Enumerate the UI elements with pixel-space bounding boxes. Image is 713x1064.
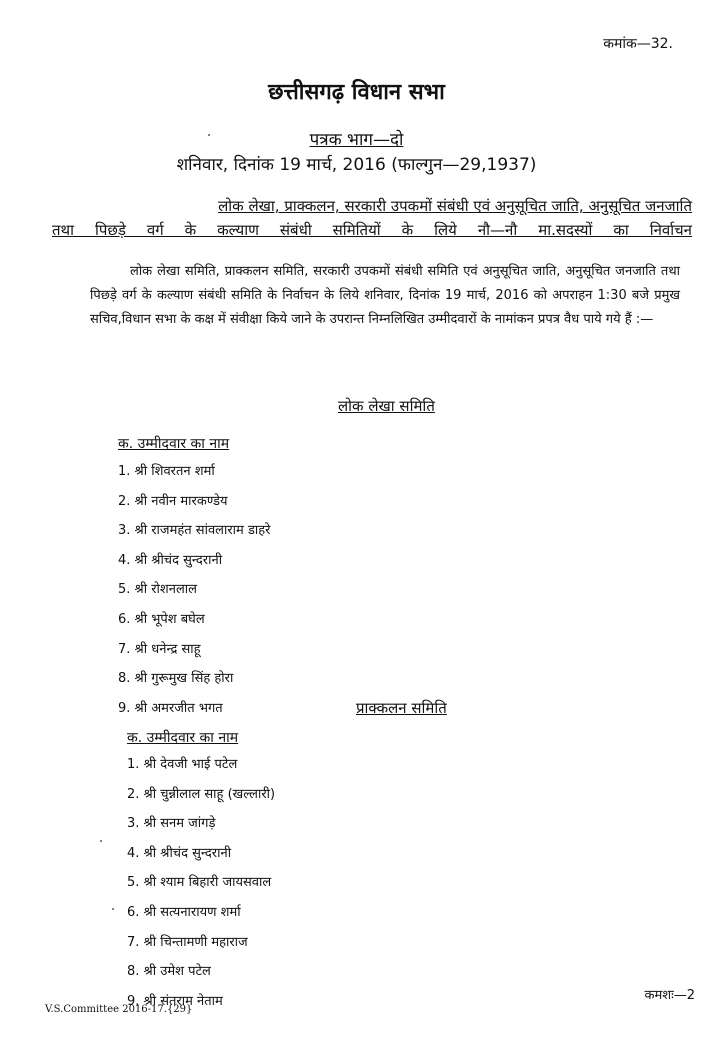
list-item: 7. श्री चिन्तामणी महाराज [127,934,248,950]
list-item: 1. श्री देवजी भाई पटेल [127,757,238,772]
list-item: 5. श्री रोशनलाल [118,582,197,598]
list-item: 6. श्री भूपेश बघेल [118,611,205,627]
list-item: 7. श्री धनेन्द्र साहू [118,641,201,657]
prakkalan-column-header: क. उम्मीदवार का नाम [127,730,239,746]
list-item: 8. श्री उमेश पटेल [127,964,211,980]
patrak-heading: पत्रक भाग—दो [309,130,404,150]
list-item: 2. श्री चुन्नीलाल साहू (खल्लारी) [127,786,276,802]
body-paragraph: लोक लेखा समिति, प्राक्कलन समिति, सरकारी उपकमों संबंधी समिति एवं अनुसूचित जाति, अनुसूचित जनजाति तथा पिछड़े वर्ग के कल्याण संबंधी समिति के निर्वाचन के लिये शनिवार, दिनांक 19 मार्च, 2016 को अपराहन 1:30 बजे प्रमुख सचिव,विधान सभा के कक्ष में संवीक्षा किये जाने के उपरान्त निम्नलिखित उम्मीदवारों के नामांकन प्रपत्र वैध पाये गये हैं :— [90,264,680,327]
list-item: 8. श्री गुरूमुख सिंह होरा [118,671,234,687]
serial-number: कमांक—32. [603,36,673,52]
scan-speck [100,840,102,842]
list-item: 1. श्री शिवरतन शर्मा [118,464,215,479]
subject-line-2: तथा पिछड़े वर्ग के कल्याण संबंधी समितियों के लिये नौ—नौ मा.सदस्यों का निर्वाचन [52,221,692,239]
lok-lekha-title: लोक लेखा समिति [338,397,435,415]
list-item: 9. श्री संतराम नेताम [127,993,223,1009]
continued-marker: कमशः—2 [644,988,695,1003]
lok-lekha-column-header: क. उम्मीदवार का नाम [118,436,230,452]
list-item: 6. श्री सत्यनारायण शर्मा [127,904,241,920]
assembly-title: छत्तीसगढ़ विधान सभा [268,80,445,105]
lok-lekha-member-list [118,457,271,723]
date-line: शनिवार, दिनांक 19 मार्च, 2016 (फाल्गुन—29,1937) [176,155,537,175]
scan-speck [208,134,210,136]
list-item: 9. श्री अमरजीत भगत [118,700,223,716]
prakkalan-member-list [127,750,275,1016]
list-item: 2. श्री नवीन मारकण्डेय [118,493,228,509]
footer-reference: V.S.Committee 2016-17.{29} [45,1004,193,1015]
list-item: 3. श्री राजमहंत सांवलाराम डाहरे [118,523,271,539]
list-item: 3. श्री सनम जांगड़े [127,816,216,832]
list-item: 4. श्री श्रीचंद सुन्दरानी [127,845,232,861]
prakkalan-title: प्राक्कलन समिति [356,699,447,717]
subject-line-1: लोक लेखा, प्राक्कलन, सरकारी उपकमों संबंधी एवं अनुसूचित जाति, अनुसूचित जनजाति [218,197,692,215]
list-item: 5. श्री श्याम बिहारी जायसवाल [127,875,272,891]
scan-speck [112,908,114,910]
list-item: 4. श्री श्रीचंद सुन्दरानी [118,552,223,568]
